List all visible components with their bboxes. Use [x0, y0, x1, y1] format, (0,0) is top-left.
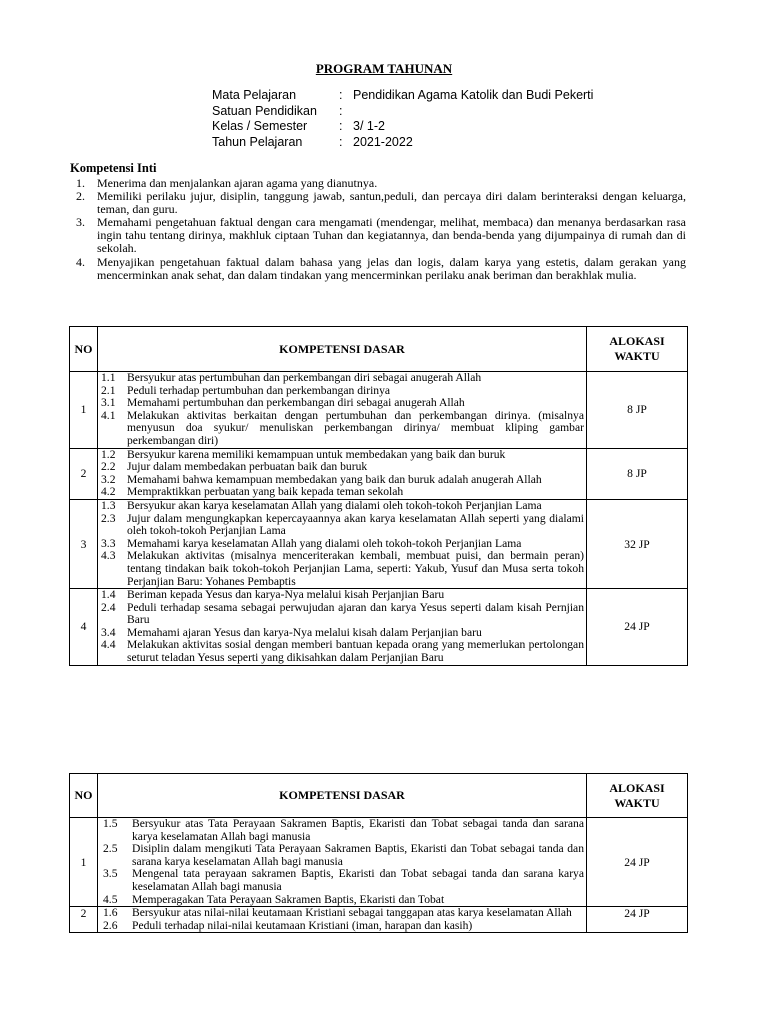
kd-code: 1.6: [103, 906, 118, 920]
kd-text: Memahami karya keselamatan Allah yang dialami oleh tokoh-tokoh Perjanjian Lama: [127, 536, 522, 550]
kd-text: Jujur dalam membedakan perbuatan baik dan buruk: [127, 460, 368, 474]
kd-code: 1.1: [101, 371, 116, 384]
row-no: 2: [70, 907, 98, 933]
kd-code: 3.3: [101, 536, 116, 550]
table-row: [70, 448, 688, 499]
meta-colon: :: [339, 119, 343, 134]
kd-text: Melakukan aktivitas (misalnya menceriterakan kembali, membuat puisi, dan bermain peran) tentang tindakan baik tokoh-tokoh Perjanjian Lama, seperti: Yakub, Yusuf dan Musa serta tokoh Perjanjian Baru: Yohanes Pembaptis: [127, 549, 584, 588]
ki-number: 2.: [76, 189, 85, 204]
table-header-row: [70, 327, 688, 372]
meta-value: 2021-2022: [353, 134, 413, 149]
table-row: [70, 589, 688, 666]
kd-item: [98, 513, 586, 538]
kd-text: Peduli terhadap nilai-nilai keutamaan Kristiani (iman, harapan dan kasih): [132, 918, 473, 932]
meta-label: Kelas / Semester: [212, 119, 308, 134]
kd-cell: [98, 372, 587, 449]
meta-label: Mata Pelajaran: [212, 88, 297, 102]
kd-code: 3.4: [101, 625, 116, 639]
kd-item: [98, 843, 586, 868]
kd-item: [98, 397, 586, 410]
kd-text: Mempraktikkan perbuatan yang baik kepada teman sekolah: [127, 485, 404, 499]
table-row: [70, 818, 688, 907]
ki-text: Memahami pengetahuan faktual dengan cara mengamati (mendengar, melihat, membaca) dan menanya berdasarkan rasa ingin tahu tentang dirinya, makhluk ciptaan Tuhan dan kegiatannya, dan benda-benda yang dijumpainya di rumah dan di sekolah.: [97, 215, 686, 256]
kd-cell: [98, 818, 587, 907]
row-no: 1: [70, 818, 98, 907]
meta-label: Satuan Pendidikan: [212, 103, 317, 118]
kd-item: [98, 410, 586, 448]
header-no: NO: [70, 327, 98, 372]
row-alokasi: 8 JP: [587, 372, 688, 449]
ki-list: [70, 177, 686, 282]
kd-item: [98, 920, 586, 933]
row-alokasi: 24 JP: [587, 907, 688, 933]
row-no: 2: [70, 448, 98, 499]
row-no: 4: [70, 589, 98, 666]
kd-table-2: [69, 773, 688, 933]
header-kd: KOMPETENSI DASAR: [98, 774, 587, 818]
kd-text: Jujur dalam mengungkapkan kepercayaannya akan karya keselamatan Allah seperti yang dialami oleh tokoh-tokoh Perjanjian Lama: [127, 511, 584, 538]
kd-code: 3.5: [103, 867, 118, 881]
kd-code: 1.2: [101, 447, 116, 461]
kd-item: [98, 372, 586, 385]
kd-item: [98, 907, 586, 920]
kd-text: Disiplin dalam mengikuti Tata Perayaan Sakramen Baptis, Ekaristi dan Tobat sebagai tanda dan sarana karya keselamatan Allah bagi manusia: [132, 842, 584, 868]
kd-text: Memperagakan Tata Perayaan Sakramen Baptis, Ekaristi dan Tobat: [132, 892, 445, 906]
kd-code: 2.3: [101, 511, 116, 525]
kd-code: 2.6: [103, 918, 118, 932]
kd-item: [98, 602, 586, 627]
kd-code: 1.4: [101, 588, 116, 602]
meta-colon: :: [339, 88, 343, 102]
kd-text: Mengenal tata perayaan sakramen Baptis, Ekaristi dan Tobat sebagai tanda dan sarana karya keselamatan Allah bagi manusia: [132, 867, 584, 893]
table-row: [70, 372, 688, 449]
kd-item: [98, 461, 586, 474]
kd-text: Bersyukur atas pertumbuhan dan perkembangan diri sebagai anugerah Allah: [127, 371, 482, 384]
kd-code: 3.1: [101, 396, 116, 410]
kd-item: [98, 550, 586, 588]
kd-text: Bersyukur akan karya keselamatan Allah yang dialami oleh tokoh-tokoh Perjanjian Lama: [127, 498, 542, 512]
kd-text: Memahami pertumbuhan dan perkembangan diri sebagai anugerah Allah: [127, 396, 465, 410]
meta-value: 3/ 1-2: [353, 119, 385, 134]
kd-code: 2.4: [101, 600, 116, 614]
meta-colon: :: [339, 103, 343, 118]
page-title: PROGRAM TAHUNAN: [315, 61, 453, 76]
table-row: [70, 907, 688, 933]
ki-number: 4.: [76, 254, 85, 269]
ki-number: 1.: [76, 176, 85, 190]
kd-text: Bersyukur atas Tata Perayaan Sakramen Baptis, Ekaristi dan Tobat sebagai tanda dan sarana karya keselamatan Allah bagi manusia: [132, 817, 584, 843]
kd-code: 1.5: [103, 817, 118, 830]
meta-row-school: [212, 104, 593, 120]
kd-cell: [98, 907, 587, 933]
kd-text: Bersyukur atas nilai-nilai keutamaan Kristiani sebagai tanggapan atas karya keselamatan Allah: [132, 906, 572, 920]
kd-text: Bersyukur karena memiliki kemampuan untuk membedakan yang baik dan buruk: [127, 447, 506, 461]
kd-item: [98, 486, 586, 499]
meta-label: Tahun Pelajaran: [212, 134, 303, 149]
header-kd: KOMPETENSI DASAR: [98, 327, 587, 372]
table-row: [70, 499, 688, 588]
table-header-row: [70, 774, 688, 818]
ki-title: Kompetensi Inti: [70, 161, 157, 175]
ki-text: Menyajikan pengetahuan faktual dalam bahasa yang jelas dan logis, dalam karya yang estetis, dalam gerakan yang mencerminkan anak sehat, dan dalam tindakan yang mencerminkan perilaku anak beriman dan berakhlak mulia.: [97, 254, 686, 282]
meta-colon: :: [339, 134, 343, 149]
kd-text: Memahami ajaran Yesus dan karya-Nya melalui kisah dalam Perjanjian baru: [127, 625, 482, 639]
kd-text: Melakukan aktivitas sosial dengan memberi bantuan kepada orang yang memerlukan pertolongan seturut teladan Yesus seperti yang dikisahkan dalam Perjanjian Baru: [127, 638, 584, 665]
kd-cell: [98, 499, 587, 588]
header-alokasi: ALOKASI WAKTU: [587, 774, 688, 818]
row-no: 1: [70, 372, 98, 449]
kd-code: 3.2: [101, 472, 116, 486]
kd-code: 2.5: [103, 842, 118, 856]
ki-number: 3.: [76, 215, 85, 230]
meta-row-subject: [212, 88, 593, 104]
kd-item: [98, 868, 586, 893]
ki-item: [70, 256, 686, 282]
meta-row-class: [212, 119, 593, 135]
kd-text: Melakukan aktivitas berkaitan dengan pertumbuhan dan perkembangan dirinya. (misalnya menyusun doa syukur/ menuliskan perkembangan dirinya/ membuat kliping gambar perkembangan diri): [127, 408, 584, 447]
kd-code: 4.1: [101, 408, 116, 422]
kd-item: [98, 500, 586, 513]
kd-code: 1.3: [101, 498, 116, 512]
kd-text: Peduli terhadap pertumbuhan dan perkembangan dirinya: [127, 383, 391, 397]
kd-text: Beriman kepada Yesus dan karya-Nya melalui kisah Perjanjian Baru: [127, 588, 445, 602]
row-alokasi: 24 JP: [587, 818, 688, 907]
document-meta: [212, 88, 593, 150]
kd-item: [98, 894, 586, 907]
kd-code: 4.2: [101, 485, 116, 499]
kd-cell: [98, 589, 587, 666]
ki-item: [70, 216, 686, 255]
ki-text: Menerima dan menjalankan ajaran agama yang dianutnya.: [97, 176, 378, 190]
kd-code: 2.1: [101, 383, 116, 397]
ki-item: [70, 190, 686, 216]
header-alokasi: ALOKASI WAKTU: [587, 327, 688, 372]
kd-code: 4.4: [101, 638, 116, 652]
kd-item: [98, 818, 586, 843]
row-alokasi: 32 JP: [587, 499, 688, 588]
ki-text: Memiliki perilaku jujur, disiplin, tanggung jawab, santun,peduli, dan percaya diri dalam berinteraksi dengan keluarga, teman, dan guru.: [97, 189, 686, 217]
kd-text: Peduli terhadap sesama sebagai perwujudan ajaran dan karya Yesus seperti dalam kisah Pernjian Baru: [127, 600, 584, 627]
header-no: NO: [70, 774, 98, 818]
kd-item: [98, 589, 586, 602]
row-alokasi: 24 JP: [587, 589, 688, 666]
row-alokasi: 8 JP: [587, 448, 688, 499]
meta-value: Pendidikan Agama Katolik dan Budi Pekerti: [353, 88, 594, 102]
kd-text: Memahami bahwa kemampuan membedakan yang baik dan buruk adalah anugerah Allah: [127, 472, 542, 486]
kd-cell: [98, 448, 587, 499]
meta-row-year: [212, 135, 593, 151]
kd-code: 4.5: [103, 892, 118, 906]
kd-table-1: [69, 326, 688, 666]
row-no: 3: [70, 499, 98, 588]
kd-code: 4.3: [101, 549, 116, 563]
kd-item: [98, 639, 586, 664]
kd-code: 2.2: [101, 460, 116, 474]
